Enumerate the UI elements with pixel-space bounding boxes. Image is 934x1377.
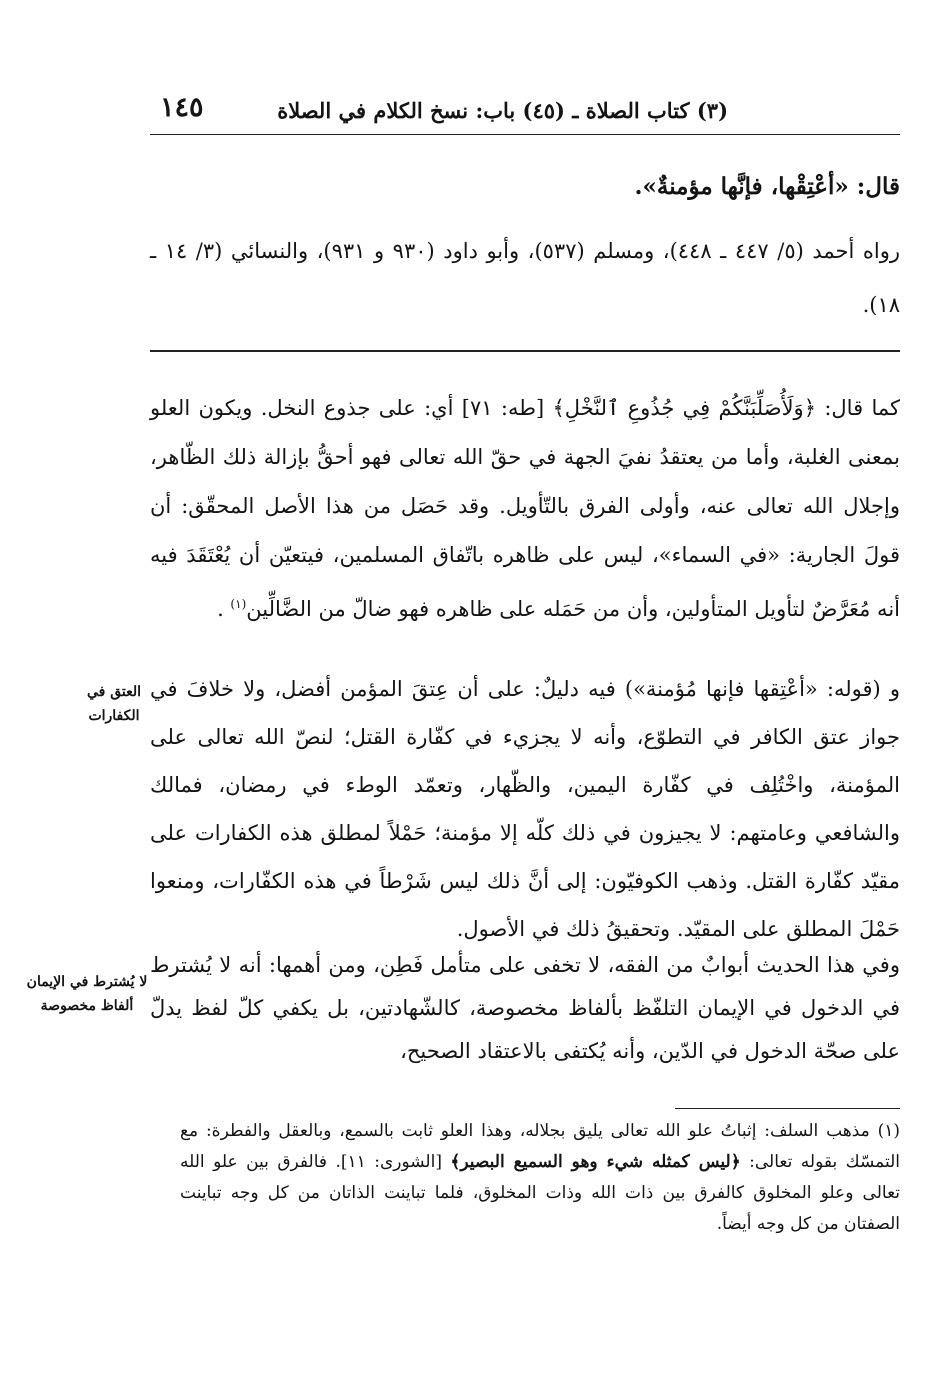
footnote-text-2: [الشورى: ١١]. فالفرق بين علو الله تعالى وعلو المخلوق كالفرق بين ذات الله وذات المخلوق، فلما تباينت الذاتان من كل وجه تباينت الصفتان من كل وجه أيضاً. (180, 1152, 900, 1234)
commentary-paragraph-2: و (قوله: «أعْتِقها فإنها مُؤمنة») فيه دليلٌ: على أن عِتقَ المؤمن أفضل، ولا خلافَ في جواز عتق الكافر في التطوّع، وأنه لا يجزيء في كفّارة القتل؛ لنصّ الله تعالى على المؤمنة، واخْتُلِف في كفّارة اليمين، والظّهار، وتعمّد الوطء في رمضان، فمالك والشافعي وعامتهم: لا يجيزون في ذلك كلّه إلا مؤمنة؛ حَمْلاً لمطلق هذه الكفارات على مقيّد كفّارة القتل. وذهب الكوفيّون: إلى أنَّ ذلك ليس شَرْطاً في هذه الكفّارات، ومنعوا حَمْلَ المطلق على المقيّد. وتحقيقُ ذلك في الأصول. (150, 677, 900, 941)
section-divider (150, 350, 900, 352)
footnote-reference[interactable]: (١) (230, 597, 247, 611)
commentary-paragraph-1-text: كما قال: ﴿وَلَأُصَلِّبَنَّكُمْ فِي جُذُوعِ ٱلنَّخْلِ﴾ [طه: ٧١] أي: على جذوع النخل. ويكون العلو بمعنى الغلبة، وأما من يعتقدُ نفيَ الجهة في حقّ الله تعالى فهو أحقُّ بإزالة ذلك الظّاهر، وإجلال الله تعالى عنه، وأولى الفرق بالتّأويل. وقد حَصَل من هذا الأصل المحقّق: أن قولَ الجارية: «في السماء»، ليس على ظاهره باتّفاق المسلمين، فيتعيّن أن يُعْتَقَدَ فيه أنه مُعَرَّضٌ لتأويل المتأولين، وأن من حَمَله على ظاهره فهو ضالّ من الضَّالِّين (150, 396, 900, 621)
header-rule (150, 134, 900, 135)
page-number: ١٤٥ (160, 92, 204, 123)
side-note-expiation: العتق في الكفارات (86, 684, 142, 724)
footnote-verse: ﴿ليس كمثله شيء وهو السميع البصير﴾ (450, 1152, 741, 1172)
commentary-paragraph-1-end: . (217, 597, 231, 621)
commentary-paragraph-3: وفي هذا الحديث أبوابٌ من الفقه، لا تخفى على متأمل فَطِن، ومن أهمها: أنه لا يُشترط في الدخول في الإيمان التلفّظ بألفاظ مخصوصة، كالشّهادتين، بل يكفي كلّ لفظ يدلّ على صحّة الدخول في الدّين، وأنه يُكتفى بالاعتقاد الصحيح، (150, 953, 900, 1063)
footnote-text: إثباتُ علو الله تعالى يليق بجلاله، وهذا العلو ثابت بالسمع، وبالعقل والفطرة: مع التمسّك بقوله تعالى: (180, 1121, 900, 1172)
footnote-lead: (١) مذهب السلف: (756, 1121, 900, 1141)
footnote (180, 1116, 900, 1240)
running-header (150, 92, 900, 132)
footnote-rule (675, 1108, 900, 1109)
header-title: (٣) كتاب الصلاة ـ (٤٥) باب: نسخ الكلام في الصلاة (277, 98, 728, 123)
side-note-faith-words: لا يُشترط في الإيمان ألفاظ مخصوصة (26, 974, 148, 1014)
commentary-paragraph-1 (150, 384, 900, 634)
hadith-quote: قال: «أعْتِقْها، فإنَّها مؤمنةٌ». (634, 173, 900, 200)
hadith-narration: رواه أحمد (٥/ ٤٤٧ ـ ٤٤٨)، ومسلم (٥٣٧)، وأبو داود (٩٣٠ و ٩٣١)، والنسائي (٣/ ١٤ ـ ١٨). (150, 239, 900, 317)
